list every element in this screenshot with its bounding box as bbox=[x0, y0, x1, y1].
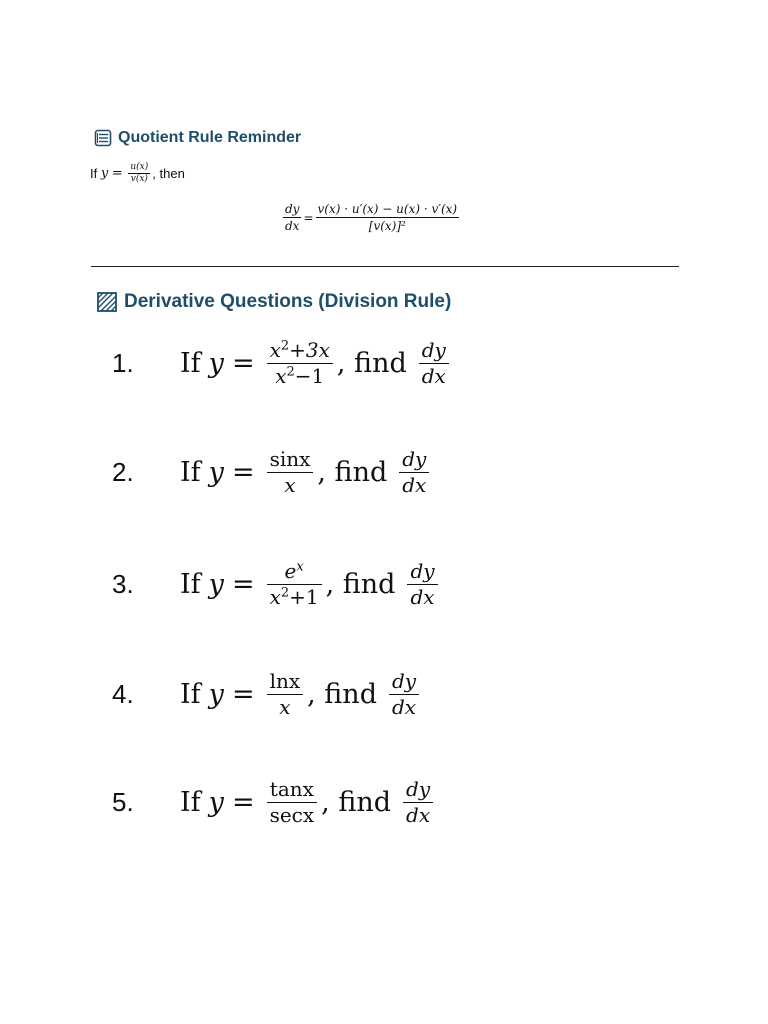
dy-numerator: dy bbox=[285, 202, 300, 216]
numerator-text: tanx bbox=[269, 776, 314, 801]
dx-denominator: dx bbox=[421, 363, 446, 388]
dy-numerator: dy bbox=[391, 668, 417, 693]
if-text: If bbox=[180, 568, 201, 600]
quotient-rule-heading bbox=[94, 127, 301, 149]
dy-dx-fraction bbox=[389, 669, 419, 720]
function-fraction bbox=[267, 338, 333, 389]
question-number: 2. bbox=[112, 456, 134, 487]
question-number: 5. bbox=[112, 786, 134, 817]
denominator-base: x bbox=[275, 363, 287, 388]
dy-numerator: dy bbox=[421, 337, 446, 362]
dy-dx-fraction bbox=[399, 447, 429, 498]
dy-numerator: dy bbox=[410, 558, 435, 583]
dx-denominator: dx bbox=[285, 219, 300, 233]
numerator-exponent: 2 bbox=[280, 337, 290, 353]
numerator-base: e bbox=[284, 558, 297, 583]
question-5 bbox=[112, 770, 437, 834]
then-text: , then bbox=[152, 166, 185, 181]
denominator-text: secx bbox=[269, 802, 315, 827]
denominator-rest: −1 bbox=[294, 363, 325, 388]
equals-sign: = bbox=[111, 166, 123, 181]
denominator-text: x bbox=[284, 472, 296, 497]
find-text: , find bbox=[336, 347, 407, 379]
question-1 bbox=[112, 331, 453, 395]
quotient-numerator: v(x) · u′(x) − u(x) · v′(x) bbox=[317, 202, 458, 216]
denominator-exponent: 2 bbox=[286, 363, 295, 379]
hatched-notebook-icon bbox=[96, 291, 118, 313]
function-fraction bbox=[267, 777, 318, 828]
dy-dx-fraction bbox=[283, 201, 301, 234]
function-fraction bbox=[267, 559, 322, 610]
function-fraction bbox=[267, 669, 304, 720]
denominator-rest: +1 bbox=[289, 584, 319, 609]
numerator-text: lnx bbox=[269, 668, 301, 693]
if-text: If bbox=[180, 347, 201, 379]
numerator-base: x bbox=[269, 337, 281, 362]
dy-dx-fraction bbox=[403, 777, 433, 828]
quotient-fraction bbox=[316, 201, 460, 234]
question-number: 1. bbox=[112, 347, 134, 378]
find-text: , find bbox=[307, 678, 377, 710]
y-variable: y bbox=[208, 786, 224, 818]
find-text: , find bbox=[325, 568, 396, 600]
equals-sign: = bbox=[303, 210, 314, 225]
denominator-base: x bbox=[269, 584, 281, 609]
numerator-text: sinx bbox=[269, 446, 311, 471]
section-divider bbox=[91, 266, 679, 267]
equals-sign: = bbox=[231, 786, 255, 818]
if-text: If bbox=[180, 456, 201, 488]
fraction-numerator: u(x) bbox=[130, 162, 149, 172]
function-fraction bbox=[267, 447, 314, 498]
dy-dx-fraction bbox=[419, 338, 449, 389]
questions-heading-text: Derivative Questions (Division Rule) bbox=[124, 291, 452, 312]
dx-denominator: dx bbox=[410, 584, 435, 609]
equals-sign: = bbox=[231, 678, 255, 710]
dy-numerator: dy bbox=[406, 776, 431, 801]
y-variable: y bbox=[208, 456, 224, 488]
reminder-sentence bbox=[90, 162, 185, 185]
numerator-exponent: x bbox=[296, 558, 304, 574]
question-4 bbox=[112, 662, 423, 726]
dx-denominator: dx bbox=[391, 694, 417, 719]
y-variable: y bbox=[208, 678, 224, 710]
dy-numerator: dy bbox=[402, 446, 427, 471]
question-2 bbox=[112, 440, 433, 504]
quotient-denominator: [v(x)]² bbox=[368, 219, 406, 233]
fraction-denominator: v(x) bbox=[130, 174, 148, 184]
quotient-rule-formula bbox=[281, 201, 461, 234]
question-number: 4. bbox=[112, 678, 134, 709]
y-variable: y bbox=[208, 347, 224, 379]
equals-sign: = bbox=[231, 456, 255, 488]
dx-denominator: dx bbox=[402, 472, 427, 497]
y-variable: y bbox=[100, 166, 109, 181]
if-text: If bbox=[90, 166, 98, 181]
uv-fraction bbox=[128, 162, 150, 185]
question-3 bbox=[112, 552, 442, 616]
numerator-rest: +3x bbox=[289, 337, 330, 362]
if-text: If bbox=[180, 786, 201, 818]
equals-sign: = bbox=[231, 568, 255, 600]
find-text: , find bbox=[317, 456, 388, 488]
quotient-rule-heading-text: Quotient Rule Reminder bbox=[118, 129, 302, 146]
dy-dx-fraction bbox=[407, 559, 437, 610]
equals-sign: = bbox=[231, 347, 255, 379]
denominator-exponent: 2 bbox=[280, 584, 290, 600]
question-number: 3. bbox=[112, 568, 134, 599]
notebook-icon bbox=[94, 129, 112, 147]
find-text: , find bbox=[321, 786, 392, 818]
questions-heading bbox=[96, 289, 451, 315]
dx-denominator: dx bbox=[406, 802, 431, 827]
y-variable: y bbox=[208, 568, 224, 600]
denominator-text: x bbox=[279, 694, 291, 719]
if-text: If bbox=[180, 678, 201, 710]
